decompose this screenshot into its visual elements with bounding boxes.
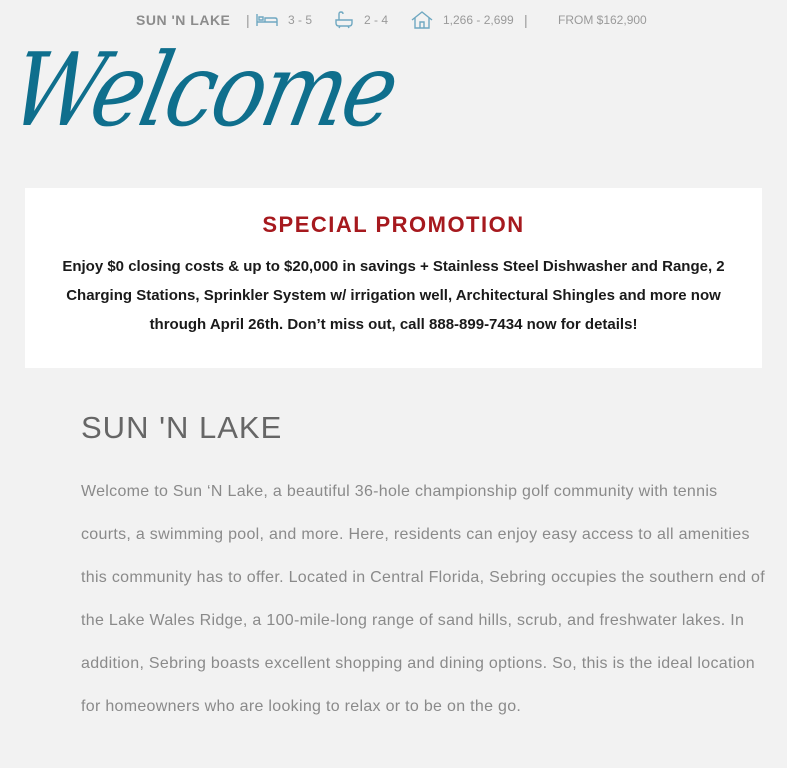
bathtub-icon (334, 11, 354, 29)
beds-value: 3 - 5 (288, 13, 313, 27)
community-heading: SUN 'N LAKE (81, 410, 283, 445)
sqft-stat (411, 11, 514, 29)
baths-value: 2 - 4 (364, 13, 389, 27)
promo-title: SPECIAL PROMOTION (262, 212, 525, 237)
promo-text: Enjoy $0 closing costs & up to $20,000 in savings + Stainless Steel Dishwasher and Range, 2 Charging Stations, Sprinkler System w/ irrigation well, Architectural Shingles and more now through April 26th. Don’t miss out, call 888-899-7434 now for details! (62, 258, 725, 333)
community-description: Welcome to Sun ‘N Lake, a beautiful 36-hole championship golf community with tennis courts, a swimming pool, and more. Here, residents can enjoy easy access to all amenities this community has to offer. Located in Central Florida, Sebring occupies the southern end of the Lake Wales Ridge, a 100-mile-long range of sand hills, scrub, and freshwater lakes. In addition, Sebring boasts excellent shopping and dining options. So, this is the ideal location for homeowners who are looking to relax or to be on the go. (81, 483, 765, 715)
sqft-value: 1,266 - 2,699 (443, 13, 514, 27)
baths-stat (334, 11, 388, 29)
special-promotion-box (25, 188, 762, 368)
beds-stat (256, 12, 312, 28)
house-icon (411, 11, 433, 29)
community-name: SUN 'N LAKE (136, 12, 231, 28)
separator: | (524, 12, 528, 28)
separator: | (246, 12, 250, 28)
community-stats-bar (0, 8, 787, 32)
welcome-heading: Welcome (0, 30, 407, 150)
bed-icon (256, 12, 278, 28)
price-value: FROM $162,900 (558, 13, 647, 27)
